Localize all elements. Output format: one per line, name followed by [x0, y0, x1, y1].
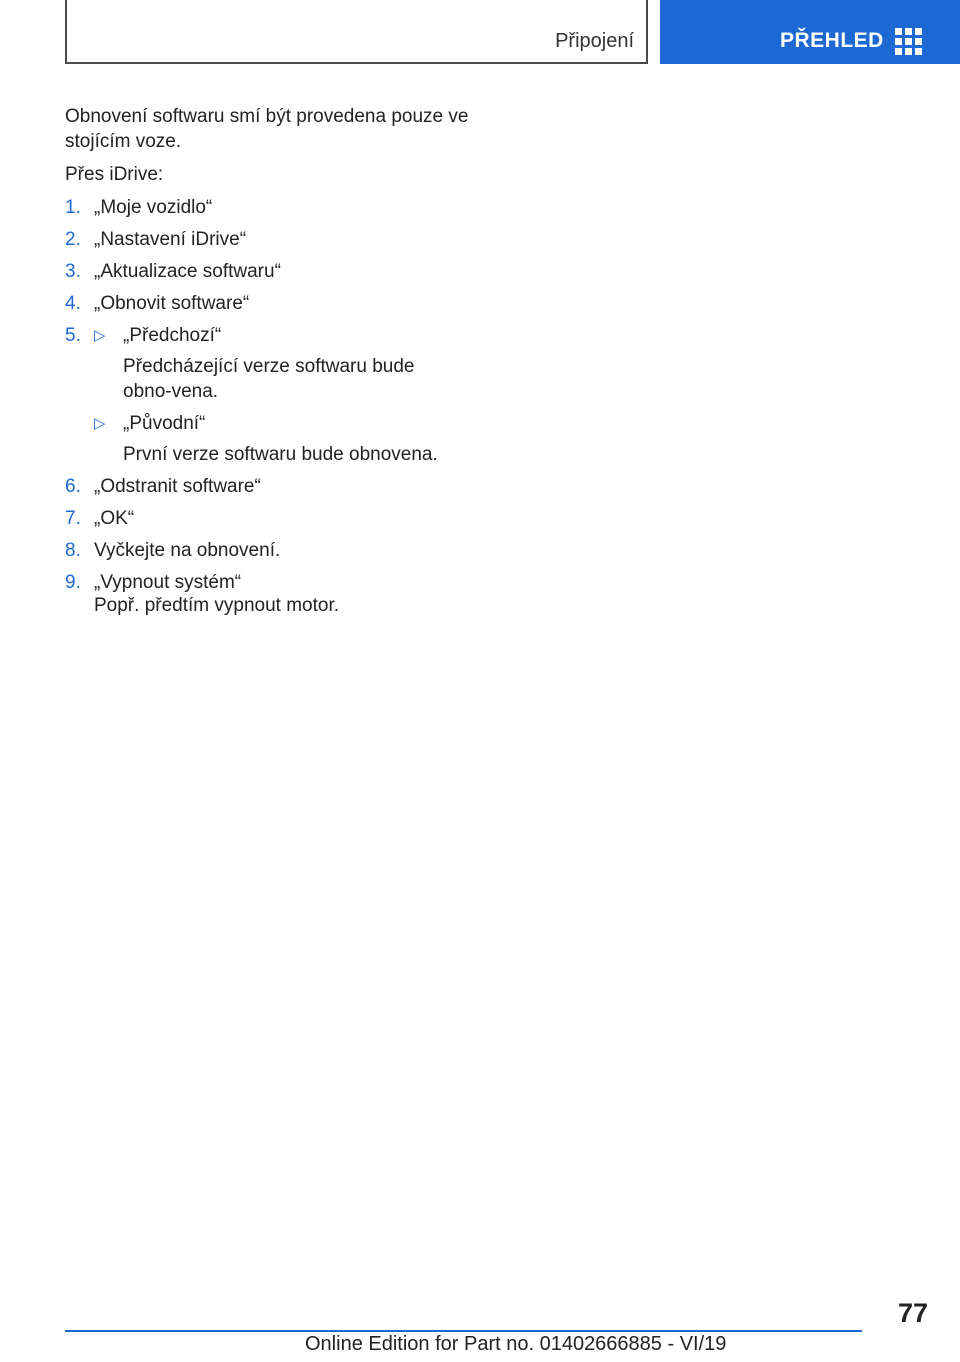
step-1: [65, 195, 475, 220]
step-number: 5.: [65, 325, 81, 346]
step-6: [65, 474, 475, 499]
step-number: 7.: [65, 508, 81, 529]
triangle-right-icon: ▷: [94, 415, 106, 432]
section-title: Připojení: [555, 30, 634, 52]
step-7: [65, 506, 475, 531]
option-text: „Původní“: [123, 413, 206, 434]
step-number: 6.: [65, 476, 81, 497]
option-description: Předcházející verze softwaru bude obno‑vena.: [123, 356, 415, 402]
step-text: Vyčkejte na obnovení.: [94, 540, 281, 561]
step-3: [65, 259, 475, 284]
step-9: [65, 570, 475, 618]
step-text: „Odstranit software“: [94, 476, 261, 497]
option-previous: [94, 323, 475, 348]
step-number: 3.: [65, 261, 81, 282]
step-number: 8.: [65, 540, 81, 561]
step-number: 4.: [65, 293, 81, 314]
step-number: 9.: [65, 572, 81, 593]
step-text: „OK“: [94, 508, 135, 529]
step-5: [65, 323, 475, 467]
step-text: „Moje vozidlo“: [94, 197, 213, 218]
option-text: „Předchozí“: [123, 325, 222, 346]
step-number: 1.: [65, 197, 81, 218]
triangle-right-icon: ▷: [94, 327, 106, 344]
step-text: „Nastavení iDrive“: [94, 229, 247, 250]
option-original: [94, 411, 475, 436]
step-text: „Vypnout systém“: [94, 572, 242, 593]
page-number: 77: [897, 1298, 928, 1328]
step-8: [65, 538, 475, 563]
overview-tab-label: PŘEHLED: [780, 29, 884, 52]
step-number: 2.: [65, 229, 81, 250]
footer-divider: [65, 1330, 862, 1332]
step-text: „Aktualizace softwaru“: [94, 261, 281, 282]
overview-tab[interactable]: [660, 0, 960, 64]
step-4: [65, 291, 475, 316]
step-2: [65, 227, 475, 252]
grid-icon: [895, 28, 922, 55]
intro-idrive: Přes iDrive:: [65, 164, 164, 185]
header-frame: [65, 0, 648, 64]
step-text: „Obnovit software“: [94, 293, 250, 314]
footer-edition: Online Edition for Part no. 01402666885 - VI/19: [305, 1333, 727, 1355]
step-note: Popř. předtím vypnout motor.: [94, 595, 340, 616]
main-content: [65, 104, 475, 625]
intro-text: Obnovení softwaru smí být provedena pouze ve stojícím voze.: [65, 106, 469, 152]
option-description: První verze softwaru bude obnovena.: [123, 444, 438, 465]
